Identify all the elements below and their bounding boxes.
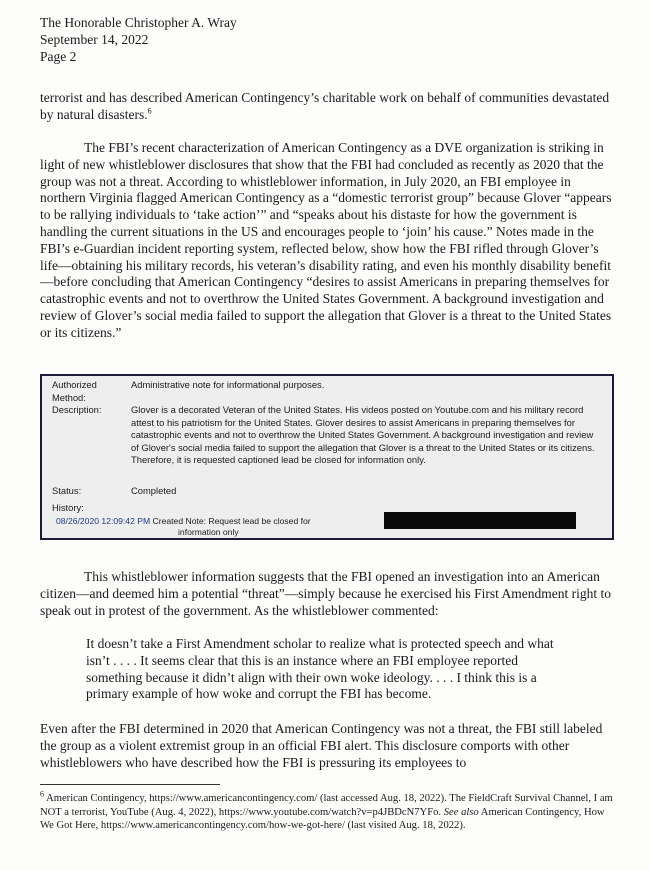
paragraph-continuation [40,90,612,124]
date-line: September 14, 2022 [40,32,149,47]
history-entry [56,516,311,527]
method-value: Administrative note for informational purposes. [131,379,325,390]
letter-header [40,14,237,65]
footnote-marker: 6 [40,789,44,799]
history-note-continuation: information only [178,527,239,537]
recipient-line: The Honorable Christopher A. Wray [40,15,237,30]
history-note: Created Note: Request lead be closed for [152,516,311,526]
footnote-divider [40,784,220,785]
history-label: History: [52,502,84,513]
status-value: Completed [131,485,177,496]
block-quote: It doesn’t take a First Amendment scholar to realize what is protected speech and what isn’t . . . . It seems clear that this is an instance where an FBI employee reported something because it didn’t align with their own woke ideology. . . . I think this is a primary example of how woke and corrupt the FBI has become. [86,636,554,702]
footnote-signal: See also [443,806,479,818]
footnote-ref: 6 [147,106,152,116]
paragraph-fbi-alert: Even after the FBI determined in 2020 that American Contingency was not a threat, the FBI still labeled the group as a violent extremist group in an official FBI alert. This disclosure comports with other whistleblowers who have described how the FBI is pressuring its employees to [40,721,603,770]
redaction-bar [384,512,576,529]
description-value: Glover is a decorated Veteran of the United States. His videos posted on Youtube.com and his military record attest to his patriotism for the United States. Glover desires to assist Americans in preparing themselves for catastrophic events and not to overthrow the United States Government. A background investigation and review of Glover's social media failed to support the allegation that Glover is a threat to the United States or its citizens. Therefore, it is requested captioned lead be closed for information only. [131,404,595,465]
history-time: 12:09:42 PM [101,516,151,526]
description-label: Description: [52,404,102,415]
footnote-text-continued: American Contingency, How We Got Here, https://www.americancontingency.com/how-we-got-here/ (last visited Aug. 18, 2022). [40,806,605,832]
status-label: Status: [52,485,82,496]
footnote-6 [40,789,620,833]
paragraph-whistleblower: This whistleblower information suggests that the FBI opened an investigation into an American citizen—and deemed him a potential “threat”—simply because he exercised his First Amendment right to speak out in protest of the government. As the whistleblower commented: [40,569,611,618]
paragraph-text: terrorist and has described American Contingency’s charitable work on behalf of communities devastated by natural disasters. [40,90,610,122]
paragraph-fbi-characterization: The FBI’s recent characterization of American Contingency as a DVE organization is striking in light of new whistleblower disclosures that show that the FBI had concluded as recently as 2020 that the group was not a threat. According to whistleblower information, in July 2020, an FBI employee in northern Virginia flagged American Contingency as a “domestic terrorist group” because Glover “appears to be rallying individuals to ‘take action’” and “speaks about his distaste for how the government is handling the current situations in the US and encourages people to ‘join’ his cause.” Notes made in the FBI’s e-Guardian incident reporting system, reflected below, show how the FBI rifled through Glover’s life—obtaining his military records, his veteran’s disability rating, and even his monthly disability benefit—before concluding that American Contingency “desires to assist Americans in preparing themselves for catastrophic events and not to overthrow the United States Government. A background investigation and review of Glover’s social media failed to support the allegation that Glover is a threat to the United States or its citizens.” [40,140,612,340]
footnote-text: American Contingency, https://www.americancontingency.com/ (last accessed Aug. 18, 2022). The FieldCraft Survival Channel, I am NOT a terrorist, YouTube (Aug. 4, 2022), https://www.youtube.com/watch?v=p4JBDcN7YFo. [40,793,613,818]
page-number: Page 2 [40,49,77,64]
method-label: Authorized Method: [52,379,97,403]
history-date: 08/26/2020 [56,516,100,526]
